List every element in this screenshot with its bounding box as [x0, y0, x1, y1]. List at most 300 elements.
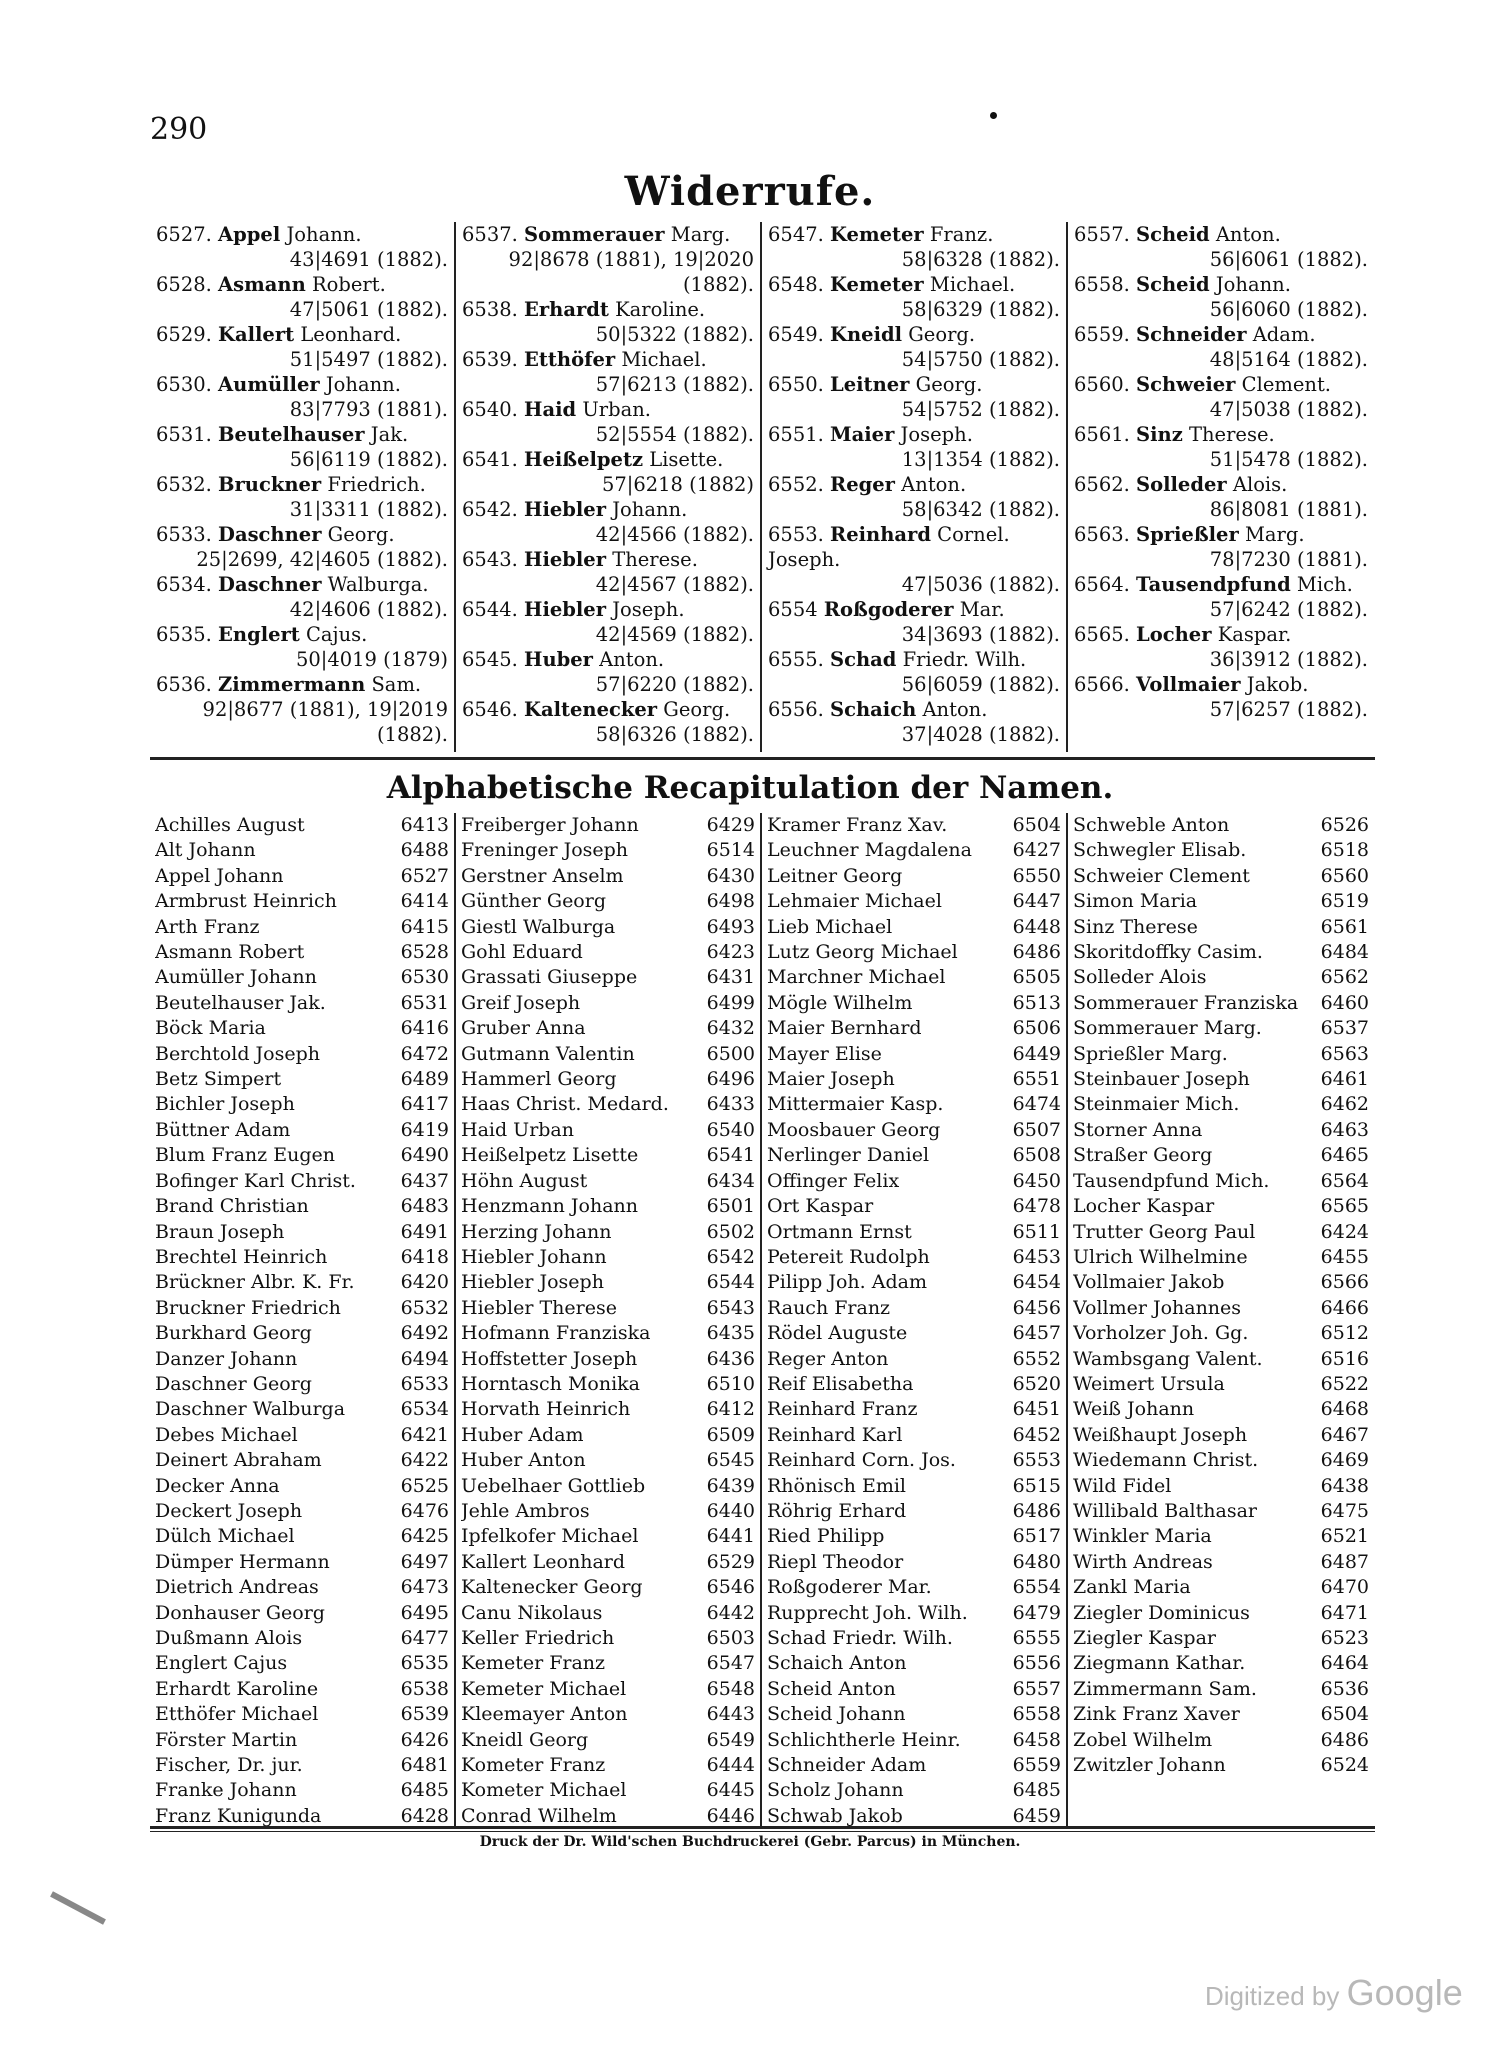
recap-number: 6517 — [1012, 1525, 1061, 1548]
recap-number: 6552 — [1012, 1347, 1061, 1370]
revocation-heading — [768, 422, 1060, 447]
revocation-heading — [1074, 222, 1368, 247]
revocation-surname: Sommerauer — [524, 223, 665, 246]
recap-name: Kemeter Franz — [461, 1652, 606, 1675]
recap-row — [767, 1524, 1061, 1549]
recap-name: Brechtel Heinrich — [155, 1245, 328, 1268]
recap-number: 6459 — [1012, 1804, 1061, 1827]
revocation-heading — [462, 697, 754, 722]
recap-row — [767, 1778, 1061, 1803]
revocation-reference: 58|6328 (1882). — [901, 248, 1060, 271]
recap-name: Jehle Ambros — [461, 1499, 590, 1522]
revocation-number: 6558. — [1074, 273, 1130, 296]
recap-name: Hofmann Franziska — [461, 1322, 651, 1345]
revocation-heading — [156, 322, 448, 347]
recap-name: Heißelpetz Lisette — [461, 1144, 639, 1167]
revocation-reference: 36|3912 (1882). — [1209, 648, 1368, 671]
recap-name: Aumüller Johann — [155, 966, 317, 989]
recap-name: Rauch Franz — [767, 1296, 891, 1319]
recap-number: 6512 — [1320, 1322, 1369, 1345]
recap-row — [155, 1575, 449, 1600]
revocation-entry — [462, 447, 754, 497]
revocation-surname: Hiebler — [524, 598, 606, 621]
revocation-firstname: Anton. — [901, 473, 967, 496]
recap-number: 6468 — [1320, 1398, 1369, 1421]
recap-row — [767, 1474, 1061, 1499]
recap-row — [461, 1499, 755, 1524]
recap-number: 6415 — [400, 915, 449, 938]
revocation-entry — [462, 647, 754, 697]
recap-row — [461, 1550, 755, 1575]
recap-name: Zimmermann Sam. — [1073, 1677, 1257, 1700]
recap-name: Zobel Wilhelm — [1073, 1728, 1213, 1751]
recap-row — [767, 1092, 1061, 1117]
revocation-entry — [156, 622, 448, 672]
revocation-surname: Kneidl — [830, 323, 903, 346]
recap-number: 6461 — [1320, 1068, 1369, 1091]
recap-row — [155, 1016, 449, 1041]
revocation-heading — [156, 222, 448, 247]
recap-number: 6435 — [706, 1322, 755, 1345]
revocation-surname: Etthöfer — [524, 348, 616, 371]
recap-row — [1073, 1499, 1369, 1524]
imprint-line: Druck der Dr. Wild'schen Buchdruckerei (Gebr. Parcus) in München. — [479, 1834, 1021, 1850]
revocation-surname: Daschner — [218, 573, 322, 596]
recap-name: Greif Joseph — [461, 991, 581, 1014]
recap-row — [155, 1347, 449, 1372]
recap-number: 6490 — [400, 1144, 449, 1167]
revocation-entry — [768, 322, 1060, 372]
recap-number: 6524 — [1320, 1754, 1369, 1777]
revocation-entry — [462, 497, 754, 547]
recap-row — [767, 813, 1061, 838]
recap-name: Ziegmann Kathar. — [1073, 1652, 1246, 1675]
recap-row — [461, 1220, 755, 1245]
recap-section — [150, 813, 1375, 1828]
revocation-heading — [462, 222, 754, 247]
revocation-surname: Appel — [218, 223, 281, 246]
revocation-surname: Schad — [830, 648, 897, 671]
recap-name: Scheid Anton — [767, 1677, 896, 1700]
revocation-number: 6557. — [1074, 223, 1130, 246]
revocation-number: 6550. — [768, 373, 824, 396]
recap-name: Uebelhaer Gottlieb — [461, 1474, 646, 1497]
revocation-entry — [462, 297, 754, 347]
recap-number: 6525 — [400, 1474, 449, 1497]
recap-number: 6526 — [1320, 814, 1369, 836]
revocation-heading — [1074, 372, 1368, 397]
recap-name: Büttner Adam — [155, 1118, 291, 1141]
revocation-reference: 34|3693 (1882). — [901, 623, 1060, 646]
revocation-firstname: Joseph. — [612, 598, 685, 621]
recap-row — [461, 1372, 755, 1397]
revocation-number: 6542. — [462, 498, 518, 521]
recap-column — [456, 813, 762, 1828]
revocation-reference: 54|5752 (1882). — [901, 398, 1060, 421]
recap-number: 6556 — [1012, 1652, 1061, 1675]
recap-name: Daschner Georg — [155, 1372, 312, 1395]
recap-name: Sommerauer Marg. — [1073, 1017, 1262, 1040]
recap-row — [1073, 1728, 1369, 1753]
revocation-surname: Kaltenecker — [524, 698, 658, 721]
revocation-heading — [1074, 272, 1368, 297]
recap-name: Achilles August — [155, 814, 305, 836]
recap-name: Alt Johann — [155, 839, 256, 862]
revocation-firstname: Adam. — [1252, 323, 1316, 346]
revocation-number: 6536. — [156, 673, 212, 696]
recap-number: 6531 — [400, 991, 449, 1014]
revocation-heading — [156, 422, 448, 447]
recap-column — [1068, 813, 1374, 1828]
recap-name: Hoffstetter Joseph — [461, 1347, 638, 1370]
revocation-heading — [768, 322, 1060, 347]
recap-number: 6434 — [706, 1169, 755, 1192]
recap-name: Hammerl Georg — [461, 1068, 617, 1091]
revocation-heading — [462, 397, 754, 422]
recap-row — [461, 1753, 755, 1778]
recap-number: 6417 — [400, 1093, 449, 1116]
recap-name: Ort Kaspar — [767, 1195, 874, 1218]
recap-name: Steinmaier Mich. — [1073, 1093, 1240, 1116]
recap-name: Giestl Walburga — [461, 915, 616, 938]
recap-name: Braun Joseph — [155, 1220, 285, 1243]
revocation-surname: Haid — [524, 398, 577, 421]
recap-name: Beutelhauser Jak. — [155, 991, 326, 1014]
bottom-divider-thin — [150, 1831, 1375, 1832]
recap-number: 6544 — [706, 1271, 755, 1294]
recap-name: Freiberger Johann — [461, 814, 639, 836]
revocation-number: 6548. — [768, 273, 824, 296]
revocation-firstname: Mar. — [959, 598, 1005, 621]
recap-number: 6458 — [1012, 1728, 1061, 1751]
recap-row — [1073, 1448, 1369, 1473]
revocation-number: 6549. — [768, 323, 824, 346]
revocation-firstname: Georg. — [915, 373, 983, 396]
recap-number: 6440 — [706, 1499, 755, 1522]
recap-name: Gohl Eduard — [461, 941, 583, 964]
recap-name: Moosbauer Georg — [767, 1118, 941, 1141]
recap-number: 6501 — [706, 1195, 755, 1218]
recap-row — [1073, 813, 1369, 838]
revocation-entry — [156, 272, 448, 322]
recap-number: 6456 — [1012, 1296, 1061, 1319]
recap-row — [1073, 1524, 1369, 1549]
recap-row — [767, 1296, 1061, 1321]
recap-number: 6538 — [400, 1677, 449, 1700]
recap-number: 6443 — [706, 1703, 755, 1726]
revocation-number: 6566. — [1074, 673, 1130, 696]
recap-name: Betz Simpert — [155, 1068, 282, 1091]
recap-name: Ipfelkofer Michael — [461, 1525, 639, 1548]
watermark — [1205, 1972, 1463, 2014]
recap-name: Winkler Maria — [1073, 1525, 1212, 1548]
recap-number: 6427 — [1012, 839, 1061, 862]
recap-name: Kallert Leonhard — [461, 1550, 626, 1573]
revocation-entry — [156, 672, 448, 747]
recap-name: Berchtold Joseph — [155, 1042, 320, 1065]
revocation-entry — [462, 697, 754, 747]
recap-number: 6465 — [1320, 1144, 1369, 1167]
revocation-surname: Sprießler — [1136, 523, 1239, 546]
recap-number: 6432 — [706, 1017, 755, 1040]
recap-row — [461, 1626, 755, 1651]
revocation-heading — [156, 672, 448, 697]
recap-row — [767, 965, 1061, 990]
revocation-column — [762, 222, 1068, 752]
recap-row — [461, 1321, 755, 1346]
recap-name: Bofinger Karl Christ. — [155, 1169, 356, 1192]
recap-number: 6507 — [1012, 1118, 1061, 1141]
revocation-surname: Zimmermann — [218, 673, 366, 696]
recap-name: Haas Christ. Medard. — [461, 1093, 669, 1116]
revocation-entry — [768, 372, 1060, 422]
recap-name: Riepl Theodor — [767, 1550, 904, 1573]
revocation-firstname: Therese. — [612, 548, 698, 571]
revocation-entry — [1074, 572, 1368, 622]
revocation-reference: 42|4606 (1882). — [289, 598, 448, 621]
recap-row — [461, 864, 755, 889]
revocation-column — [150, 222, 456, 752]
recap-name: Leitner Georg — [767, 864, 903, 887]
recap-row — [155, 940, 449, 965]
recap-row — [155, 1474, 449, 1499]
revocation-firstname: Cornel. Joseph. — [768, 523, 1010, 571]
recap-row — [767, 1372, 1061, 1397]
revocation-firstname: Georg. — [908, 323, 976, 346]
recap-number: 6453 — [1012, 1245, 1061, 1268]
recap-name: Weimert Ursula — [1073, 1372, 1225, 1395]
recap-number: 6412 — [706, 1398, 755, 1421]
recap-number: 6509 — [706, 1423, 755, 1446]
recap-name: Reinhard Corn. Jos. — [767, 1449, 956, 1472]
revocation-heading — [462, 547, 754, 572]
revocation-heading — [156, 472, 448, 497]
recap-name: Vorholzer Joh. Gg. — [1073, 1322, 1249, 1345]
recap-row — [461, 1118, 755, 1143]
revocation-firstname: Johann. — [612, 498, 688, 521]
recap-row — [155, 1778, 449, 1803]
recap-row — [1073, 1169, 1369, 1194]
recap-row — [767, 1728, 1061, 1753]
revocation-entry — [1074, 622, 1368, 672]
revocation-reference: 52|5554 (1882). — [595, 423, 754, 446]
revocation-surname: Kallert — [218, 323, 295, 346]
section-title-recap: Alphabetische Recapitulation der Namen. — [386, 770, 1114, 806]
revocation-number: 6527. — [156, 223, 212, 246]
recap-number: 6493 — [706, 915, 755, 938]
revocation-reference: 83|7793 (1881). — [289, 398, 448, 421]
revocation-heading — [768, 272, 1060, 297]
recap-row — [155, 1321, 449, 1346]
recap-row — [461, 1296, 755, 1321]
revocation-reference: 57|6220 (1882). — [595, 673, 754, 696]
revocation-number: 6529. — [156, 323, 212, 346]
revocation-number: 6539. — [462, 348, 518, 371]
recap-name: Schlichtherle Heinr. — [767, 1728, 961, 1751]
recap-name: Locher Kaspar — [1073, 1195, 1215, 1218]
revocation-firstname: Anton. — [599, 648, 665, 671]
recap-row — [1073, 1347, 1369, 1372]
revocation-reference: 57|6257 (1882). — [1209, 698, 1368, 721]
revocation-heading — [462, 647, 754, 672]
recap-name: Wild Fidel — [1073, 1474, 1172, 1497]
recap-row — [1073, 1601, 1369, 1626]
recap-number: 6430 — [706, 864, 755, 887]
revocation-entry — [768, 272, 1060, 322]
recap-number: 6418 — [400, 1245, 449, 1268]
recap-name: Canu Nikolaus — [461, 1601, 603, 1624]
revocation-entry — [156, 222, 448, 272]
recap-row — [155, 1677, 449, 1702]
recap-number: 6523 — [1320, 1627, 1369, 1649]
revocation-heading — [462, 597, 754, 622]
recap-name: Böck Maria — [155, 1017, 266, 1040]
revocation-entry — [768, 422, 1060, 472]
recap-number: 6439 — [706, 1474, 755, 1497]
recap-row — [767, 889, 1061, 914]
recap-name: Scheid Johann — [767, 1703, 906, 1726]
revocation-reference: 56|6059 (1882). — [901, 673, 1060, 696]
recap-number: 6426 — [400, 1728, 449, 1751]
recap-row — [461, 1169, 755, 1194]
recap-name: Etthöfer Michael — [155, 1703, 319, 1726]
recap-row — [767, 1575, 1061, 1600]
revocation-surname: Roßgoderer — [823, 598, 954, 621]
recap-number: 6436 — [706, 1347, 755, 1370]
recap-name: Mittermaier Kasp. — [767, 1093, 944, 1116]
revocation-entry — [1074, 522, 1368, 572]
recap-row — [1073, 1194, 1369, 1219]
recap-row — [155, 1118, 449, 1143]
revocation-firstname: Lisette. — [649, 448, 724, 471]
recap-name: Scholz Johann — [767, 1779, 904, 1802]
recap-row — [155, 864, 449, 889]
revocation-heading — [156, 572, 448, 597]
recap-name: Maier Joseph — [767, 1068, 895, 1091]
recap-name: Arth Franz — [155, 915, 260, 938]
recap-number: 6553 — [1012, 1449, 1061, 1472]
recap-row — [1073, 838, 1369, 863]
recap-name: Hiebler Therese — [461, 1296, 617, 1319]
recap-row — [155, 991, 449, 1016]
recap-name: Kaltenecker Georg — [461, 1576, 643, 1599]
recap-name: Gutmann Valentin — [461, 1042, 635, 1065]
revocation-reference: 92|8678 (1881), 19|2020 (1882). — [508, 248, 754, 296]
revocation-surname: Schaich — [830, 698, 917, 721]
recap-name: Leuchner Magdalena — [767, 839, 972, 862]
revocation-entry — [156, 522, 448, 572]
recap-number: 6475 — [1320, 1499, 1369, 1522]
recap-number: 6441 — [706, 1525, 755, 1548]
recap-name: Horntasch Monika — [461, 1372, 641, 1395]
recap-name: Hiebler Johann — [461, 1245, 607, 1268]
recap-name: Maier Bernhard — [767, 1017, 922, 1040]
revocation-number: 6534. — [156, 573, 212, 596]
revocation-firstname: Urban. — [582, 398, 651, 421]
recap-row — [1073, 991, 1369, 1016]
revocation-firstname: Leonhard. — [300, 323, 402, 346]
revocation-heading — [768, 522, 1060, 572]
recap-number: 6510 — [706, 1372, 755, 1395]
revocation-heading — [1074, 672, 1368, 697]
recap-row — [155, 1092, 449, 1117]
revocation-reference: 42|4569 (1882). — [595, 623, 754, 646]
recap-number: 6497 — [400, 1550, 449, 1573]
revocation-surname: Maier — [830, 423, 895, 446]
recap-row — [155, 1220, 449, 1245]
revocation-column — [456, 222, 762, 752]
recap-row — [767, 1270, 1061, 1295]
recap-number: 6466 — [1320, 1296, 1369, 1319]
revocation-surname: Reinhard — [830, 523, 931, 546]
recap-number: 6487 — [1320, 1550, 1369, 1573]
recap-number: 6445 — [706, 1779, 755, 1802]
recap-number: 6477 — [400, 1627, 449, 1649]
revocation-entry — [1074, 472, 1368, 522]
recap-row — [1073, 889, 1369, 914]
revocation-entry — [768, 597, 1060, 647]
revocation-firstname: Anton. — [922, 698, 988, 721]
recap-number: 6464 — [1320, 1652, 1369, 1675]
recap-row — [767, 1702, 1061, 1727]
recap-name: Conrad Wilhelm — [461, 1804, 617, 1827]
revocation-number: 6553. — [768, 523, 824, 546]
revocation-entry — [768, 472, 1060, 522]
recap-number: 6486 — [1012, 1499, 1061, 1522]
recap-name: Förster Martin — [155, 1728, 298, 1751]
revocation-number: 6565. — [1074, 623, 1130, 646]
recap-name: Huber Adam — [461, 1423, 584, 1446]
revocation-entry — [156, 372, 448, 422]
recap-row — [155, 1499, 449, 1524]
recap-name: Zink Franz Xaver — [1073, 1703, 1240, 1726]
recap-name: Marchner Michael — [767, 966, 946, 989]
recap-name: Schwegler Elisab. — [1073, 839, 1247, 862]
recap-row — [461, 1651, 755, 1676]
revocation-reference: 48|5164 (1882). — [1209, 348, 1368, 371]
revocation-surname: Tausendpfund — [1136, 573, 1291, 596]
revocation-heading — [462, 297, 754, 322]
recap-name: Dülch Michael — [155, 1525, 295, 1548]
recap-number: 6500 — [706, 1042, 755, 1065]
recap-row — [1073, 1702, 1369, 1727]
revocation-entry — [462, 222, 754, 297]
revocation-heading — [462, 447, 754, 472]
recap-number: 6511 — [1012, 1220, 1061, 1243]
recap-number: 6429 — [706, 814, 755, 836]
recap-number: 6492 — [400, 1322, 449, 1345]
revocation-firstname: Anton. — [1215, 223, 1281, 246]
recap-name: Dußmann Alois — [155, 1627, 303, 1649]
recap-row — [767, 1347, 1061, 1372]
recap-name: Straßer Georg — [1073, 1144, 1213, 1167]
revocation-firstname: Georg. — [663, 698, 731, 721]
revocation-entry — [156, 572, 448, 622]
revocation-surname: Hiebler — [524, 548, 606, 571]
recap-name: Rödel Auguste — [767, 1322, 908, 1345]
revocation-reference: 92|8677 (1881), 19|2019 (1882). — [202, 698, 448, 746]
recap-row — [461, 1347, 755, 1372]
recap-name: Englert Cajus — [155, 1652, 288, 1675]
recap-row — [461, 1702, 755, 1727]
recap-name: Dümper Hermann — [155, 1550, 330, 1573]
revocation-surname: Erhardt — [524, 298, 609, 321]
recap-row — [1073, 1423, 1369, 1448]
recap-row — [155, 1550, 449, 1575]
recap-number: 6437 — [400, 1169, 449, 1192]
recap-number: 6548 — [706, 1677, 755, 1700]
recap-name: Roßgoderer Mar. — [767, 1576, 932, 1599]
